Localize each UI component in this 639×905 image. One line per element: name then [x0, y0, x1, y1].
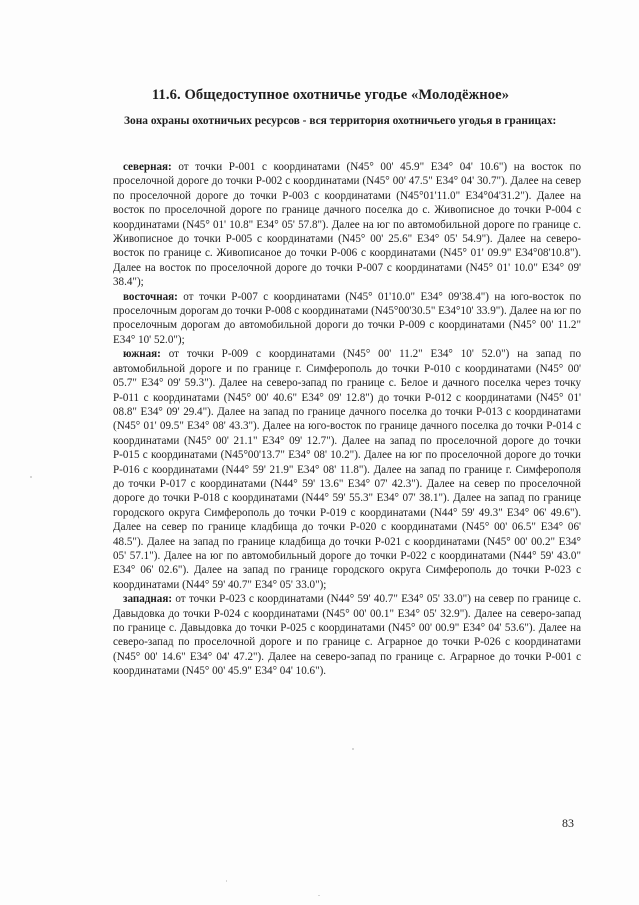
border-south-paragraph [113, 347, 581, 592]
border-direction-label: северная: [123, 161, 172, 173]
border-direction-label: южная: [123, 348, 161, 361]
border-west-paragraph [113, 592, 581, 678]
borders-description [113, 160, 581, 679]
zone-heading: Зона охраны охотничьих ресурсов - вся территория охотничьего угодья в границах: [124, 115, 557, 127]
border-east-paragraph [113, 290, 581, 348]
scan-speck [226, 880, 227, 882]
border-direction-label: западная: [123, 593, 173, 606]
scan-speck [352, 748, 354, 750]
border-description: от точки Р-023 с координатами (N44° 59' 40.7" Е34° 05' 33.0") на север по границе с. Давыдовка до точки Р-024 с координатами (N45° 00' 00.1" Е34° 05' 32.9"). Далее на северо-запад по границе с. Давыдовка до точки Р-025 с координатами (N45° 00' 00.9" Е34° 04' 53.6"). Далее на северо-запад по проселочной дороге и по границе с. Аграрное до точки Р-026 с координатами (N45° 00' 14.6" Е34° 04' 47.2"). Далее на северо-запад по границе с. Аграрное до точки Р-001 с координатами (N45° 00' 45.9" Е34° 04' 10.6"). [113, 593, 581, 678]
border-north-paragraph [113, 160, 581, 290]
scan-speck [318, 895, 320, 896]
border-direction-label: восточная: [123, 290, 178, 303]
border-description: от точки Р-001 с координатами (N45° 00' 45.9" Е34° 04' 10.6") на восток по проселочной дороге до точки Р-002 с координатами (N45° 00' 47.5" Е34° 04' 30.7"). Далее на север по проселочной дороге до точки Р-003 с координатами (N45°01'11.0" Е34°04'31.2"). Далее на восток по проселочной дороге по границе дачного поселка до с. Живописное до точки Р-004 с координатами (N45° 01' 10.8" Е34° 05' 57.8"). Далее на юг по автомобильной дороге по границе с. Живописное до точки Р-005 с координатами (N45° 00' 25.6" Е34° 05' 54.9"). Далее на северо-восток по границе с. Живописаное до точки Р-006 с координатами (N45° 01' 09.9" Е34°08'10.8"). Далее на восток по проселочной дороге до точки Р-007 с координатами (N45° 01' 10.0" Е34° 09' 38.4"); [113, 161, 581, 289]
scan-speck [30, 476, 32, 478]
border-description: от точки Р-007 с координатами (N45° 01'10.0" Е34° 09'38.4") на юго-восток по проселочным дорогам до точки Р-008 с координатами (N45°00'30.5" Е34°10' 33.9"). Далее на юг по проселочным дорогам до автомобильной дороги до точки Р-009 с координатами (N45° 00' 11.2" Е34° 10' 52.0"); [113, 290, 581, 346]
section-title: 11.6. Общедоступное охотничье угодье «Молодёжное» [151, 87, 510, 103]
page-number: 83 [562, 816, 574, 830]
border-description: от точки Р-009 с координатами (N45° 00' 11.2" Е34° 10' 52.0") на запад по автомобильной дороге и по границе г. Симферополь до точки Р-010 с координатами (N45° 00' 05.7" Е34° 09' 59.3"). Далее на северо-запад по границе с. Белое и дачного поселка через точку Р-011 с координатами (N45° 00' 40.6" Е34° 09' 12.8") до точки Р-012 с координатами (N45° 01' 08.8" Е34° 09' 29.4"). Далее на запад по границе дачного поселка до точки Р-013 с координатами (N45° 01' 09.5" Е34° 08' 43.3"). Далее на юго-восток по границе дачного поселка до точки Р-014 с координатами (N45° 00' 21.1" Е34° 09' 12.7"). Далее на запад по проселочной дороге до точки Р-015 с координатами (N45°00'13.7" Е34° 08' 10.2"). Далее на юг по проселочной дороге до точки Р-016 с координатами (N44° 59' 21.9" Е34° 08' 11.8"). Далее на запад по границе г. Симферополя до точки Р-017 с координатами (N44° 59' 13.6" Е34° 07' 42.3"). Далее на север по проселочной дороге до точки Р-018 с координатами (N44° 59' 55.3" Е34° 07' 38.1"). Далее на запад по границе городского округа Симферополь до точки Р-019 с координатами (N44° 59' 49.3" Е34° 06' 49.6"). Далее на север по границе кладбища до точки Р-020 с координатами (N45° 00' 06.5" Е34° 06' 48.5"). Далее на запад по границе кладбища до точки Р-021 с координатами (N45° 00' 00.2" Е34° 05' 57.1"). Далее на юг по автомобильный дороге до точки Р-022 с координатами (N44° 59' 43.0" Е34° 06' 02.6"). Далее на запад по границе городского округа Симферополь до точки Р-023 с координатами (N44° 59' 40.7" Е34° 05' 33.0"); [113, 348, 581, 591]
